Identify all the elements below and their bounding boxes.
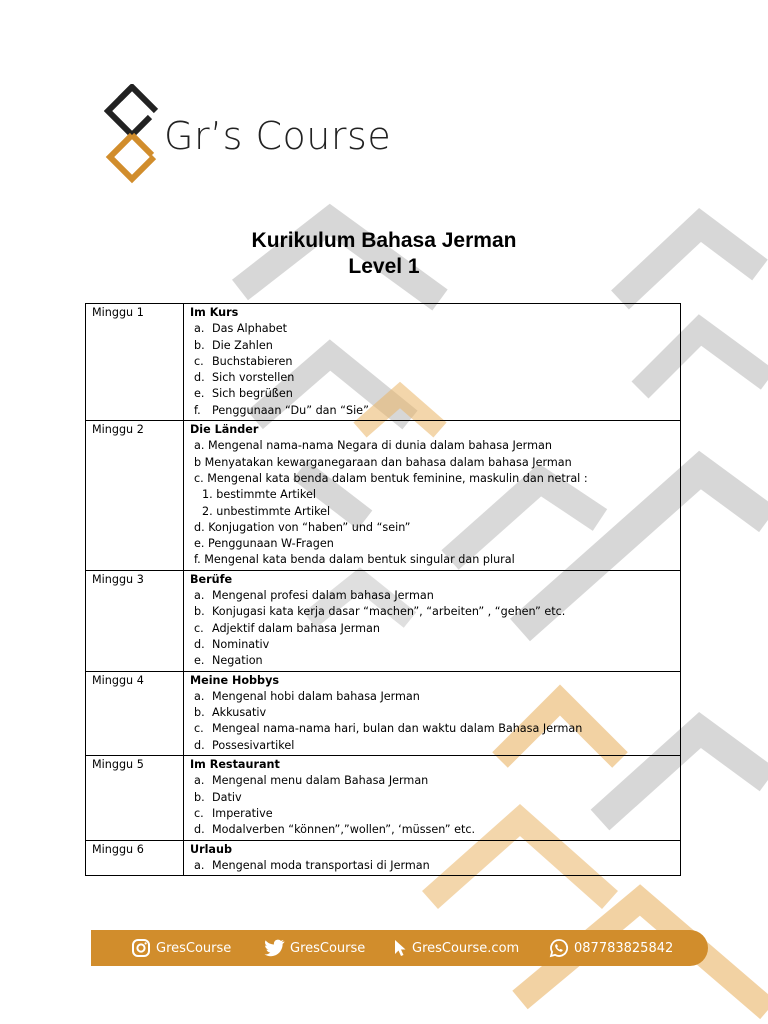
footer-twitter[interactable] [263, 930, 365, 966]
item-text: Adjektif dalam bahasa Jerman [212, 621, 380, 635]
twitter-icon [263, 938, 285, 958]
week-content [184, 421, 681, 571]
topic-item [190, 321, 675, 337]
item-marker: f. [194, 403, 201, 417]
document-title: Kurikulum Bahasa Jerman [251, 229, 517, 252]
topic-item [190, 487, 675, 503]
item-text: c. Mengenal kata benda dalam bentuk feminine, maskulin dan netral : [194, 471, 588, 485]
item-marker: e. [194, 387, 205, 401]
document-level: Level 1 [348, 255, 420, 278]
item-marker: b. [194, 605, 205, 619]
week-content [184, 570, 681, 671]
cursor-icon [393, 938, 407, 958]
week-label: Minggu 6 [86, 840, 184, 876]
week-label: Minggu 5 [86, 756, 184, 840]
footer-contact-bar [91, 930, 708, 966]
item-marker: d. [194, 823, 205, 837]
topic-item [190, 858, 675, 874]
topic-item [190, 386, 675, 402]
brand-name: Gr’s Course [164, 114, 392, 158]
topic-item [190, 773, 675, 789]
item-text: a. Mengenal nama-nama Negara di dunia dalam bahasa Jerman [194, 439, 552, 453]
item-marker: c. [194, 354, 204, 368]
item-text: Negation [212, 654, 263, 668]
curriculum-row [86, 756, 681, 840]
topic-item [190, 471, 675, 487]
week-label: Minggu 2 [86, 421, 184, 571]
item-text: Sich begrüßen [212, 387, 293, 401]
item-text: Akkusativ [212, 706, 267, 720]
item-marker: d. [194, 371, 205, 385]
topic-item [190, 536, 675, 552]
curriculum-row [86, 421, 681, 571]
item-text: f. Mengenal kata benda dalam bentuk singular dan plural [194, 553, 515, 567]
item-text: b Menyatakan kewarganegaraan dan bahasa dalam bahasa Jerman [194, 455, 572, 469]
item-marker: a. [194, 774, 205, 788]
item-text: Mengenal profesi dalam bahasa Jerman [212, 589, 434, 603]
topic-item [190, 438, 675, 454]
item-marker: e. [194, 654, 205, 668]
topic-item [190, 504, 675, 520]
week-content [184, 840, 681, 876]
curriculum-row [86, 840, 681, 876]
topic-title: Meine Hobbys [190, 673, 280, 687]
item-text: Mengenal menu dalam Bahasa Jerman [212, 774, 429, 788]
item-text: 2. unbestimmte Artikel [202, 504, 331, 518]
item-text: Die Zahlen [212, 338, 273, 352]
item-text: d. Konjugation von “haben” und “sein” [194, 520, 411, 534]
topic-item [190, 338, 675, 354]
item-text: Dativ [212, 790, 242, 804]
footer-instagram[interactable] [131, 930, 231, 966]
item-marker: a. [194, 689, 205, 703]
item-text: Nominativ [212, 637, 270, 651]
item-marker: d. [194, 738, 205, 752]
week-content [184, 304, 681, 421]
item-text: Imperative [212, 806, 273, 820]
item-text: Possesivartikel [212, 738, 295, 752]
item-text: Sich vorstellen [212, 371, 295, 385]
item-text: e. Penggunaan W-Fragen [194, 537, 334, 551]
logo-mark-icon [104, 84, 164, 199]
topic-item [190, 552, 675, 568]
item-text: Buchstabieren [212, 354, 293, 368]
item-text: Mengenal hobi dalam bahasa Jerman [212, 689, 420, 703]
topic-item [190, 637, 675, 653]
topic-item [190, 604, 675, 620]
topic-item [190, 588, 675, 604]
item-marker: c. [194, 722, 204, 736]
topic-title: Im Restaurant [190, 758, 280, 772]
footer-whatsapp[interactable] [549, 930, 673, 966]
item-text: Modalverben “können”,”wollen”, ‘müssen” etc. [212, 823, 476, 837]
curriculum-row [86, 671, 681, 755]
week-label: Minggu 1 [86, 304, 184, 421]
week-label: Minggu 4 [86, 671, 184, 755]
item-text: Konjugasi kata kerja dasar “machen”, “arbeiten” , “gehen” etc. [212, 605, 566, 619]
curriculum-row [86, 304, 681, 421]
item-text: Das Alphabet [212, 322, 288, 336]
topic-title: Im Kurs [190, 306, 239, 319]
footer-website[interactable] [393, 930, 519, 966]
topic-item [190, 653, 675, 669]
topic-item [190, 705, 675, 721]
topic-item [190, 403, 675, 419]
twitter-handle: GresCourse [290, 940, 366, 956]
topic-item [190, 354, 675, 370]
week-content [184, 671, 681, 755]
item-marker: a. [194, 589, 205, 603]
topic-item [190, 621, 675, 637]
item-marker: a. [194, 858, 205, 872]
item-text: Penggunaan “Du” dan “Sie” [212, 403, 369, 417]
instagram-icon [131, 938, 151, 958]
topic-item [190, 455, 675, 471]
topic-item [190, 370, 675, 386]
whatsapp-number: 087783825842 [574, 940, 674, 956]
item-marker: d. [194, 637, 205, 651]
topic-title: Berüfe [190, 572, 233, 586]
topic-item [190, 822, 675, 838]
topic-item [190, 721, 675, 737]
item-marker: c. [194, 806, 204, 820]
topic-title: Die Länder [190, 423, 259, 437]
item-text: Mengeal nama-nama hari, bulan dan waktu dalam Bahasa Jerman [212, 722, 583, 736]
curriculum-table [85, 303, 681, 876]
item-marker: b. [194, 706, 205, 720]
topic-item [190, 790, 675, 806]
topic-item [190, 689, 675, 705]
item-marker: b. [194, 790, 205, 804]
item-marker: a. [194, 322, 205, 336]
item-marker: c. [194, 621, 204, 635]
item-text: Mengenal moda transportasi di Jerman [212, 858, 430, 872]
item-marker: b. [194, 338, 205, 352]
topic-item [190, 738, 675, 754]
week-label: Minggu 3 [86, 570, 184, 671]
website-url: GresCourse.com [412, 940, 520, 956]
week-content [184, 756, 681, 840]
curriculum-row [86, 570, 681, 671]
topic-item [190, 806, 675, 822]
whatsapp-icon [549, 938, 569, 958]
brand-logo [104, 84, 404, 199]
topic-item [190, 520, 675, 536]
topic-title: Urlaub [190, 842, 232, 856]
instagram-handle: GresCourse [156, 940, 232, 956]
item-text: 1. bestimmte Artikel [202, 488, 316, 502]
